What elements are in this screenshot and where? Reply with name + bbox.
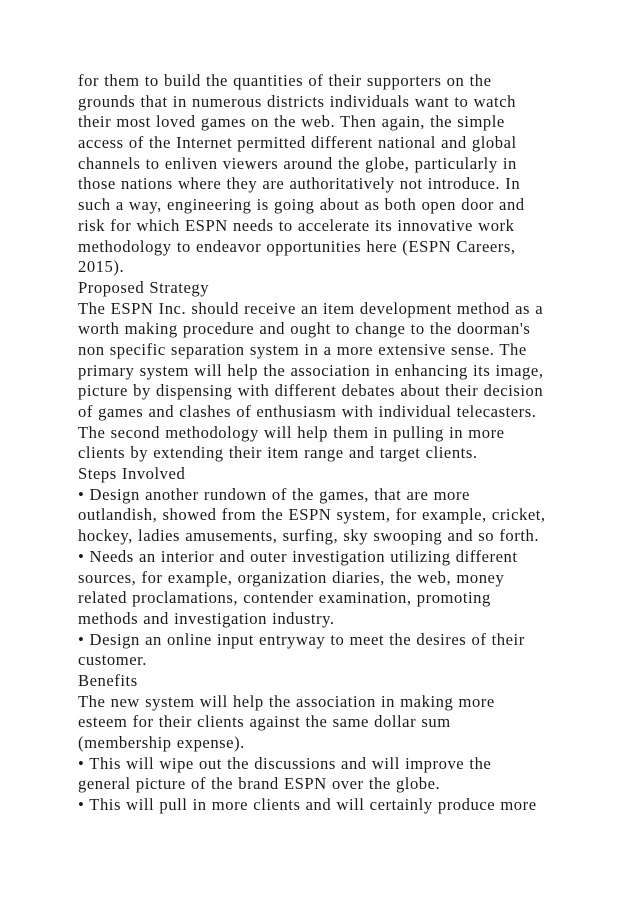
bullet-line: • Needs an interior and outer investigation utilizing different <box>78 546 518 566</box>
text-line: methods and investigation industry. <box>78 608 335 628</box>
text-line: customer. <box>78 650 148 670</box>
bullet-line: • This will pull in more clients and will certainly produce more <box>78 795 537 815</box>
text-line: of games and clashes of enthusiasm with individual telecasters. <box>78 402 537 421</box>
text-line: non specific separation system in a more extensive sense. The <box>78 339 527 359</box>
text-line: primary system will help the association in enhancing its image, <box>78 360 544 380</box>
text-line: access of the Internet permitted different national and global <box>78 133 517 153</box>
text-line: The second methodology will help them in pulling in more <box>78 422 505 442</box>
text-line: grounds that in numerous districts individuals want to watch <box>78 91 516 111</box>
text-line: worth making procedure and ought to change to the doorman's <box>78 319 531 339</box>
section-heading-benefits: Benefits <box>78 670 138 690</box>
text-line: risk for which ESPN needs to accelerate its innovative work <box>78 215 515 235</box>
text-line: for them to build the quantities of their supporters on the <box>78 71 492 90</box>
text-line: 2015). <box>78 257 125 277</box>
bullet-line: • This will wipe out the discussions and will improve the <box>78 753 492 773</box>
text-line: methodology to endeavor opportunities here (ESPN Careers, <box>78 236 516 256</box>
text-line: hockey, ladies amusements, surfing, sky swooping and so forth. <box>78 526 540 546</box>
text-line: (membership expense). <box>78 733 245 752</box>
text-line: outlandish, showed from the ESPN system, for example, cricket, <box>78 505 546 525</box>
text-line: channels to enliven viewers around the globe, particularly in <box>78 153 517 173</box>
text-line: picture by dispensing with different debates about their decision <box>78 381 544 401</box>
bullet-line: • Design another rundown of the games, that are more <box>78 484 470 504</box>
text-line: general picture of the brand ESPN over the globe. <box>78 774 441 794</box>
document-body <box>78 71 598 816</box>
bullet-line: • Design an online input entryway to meet the desires of their <box>78 629 525 649</box>
section-heading-proposed-strategy: Proposed Strategy <box>78 277 210 297</box>
text-line: sources, for example, organization diaries, the web, money <box>78 567 505 587</box>
text-line: related proclamations, contender examination, promoting <box>78 588 491 608</box>
section-heading-steps-involved: Steps Involved <box>78 464 186 484</box>
text-line: The ESPN Inc. should receive an item development method as a <box>78 298 544 318</box>
text-line: esteem for their clients against the same dollar sum <box>78 712 451 732</box>
text-line: such a way, engineering is going about as both open door and <box>78 195 525 215</box>
text-line: their most loved games on the web. Then again, the simple <box>78 112 505 132</box>
text-line: those nations where they are authoritatively not introduce. In <box>78 174 521 194</box>
text-line: clients by extending their item range and target clients. <box>78 443 478 463</box>
text-line: The new system will help the association in making more <box>78 691 495 711</box>
